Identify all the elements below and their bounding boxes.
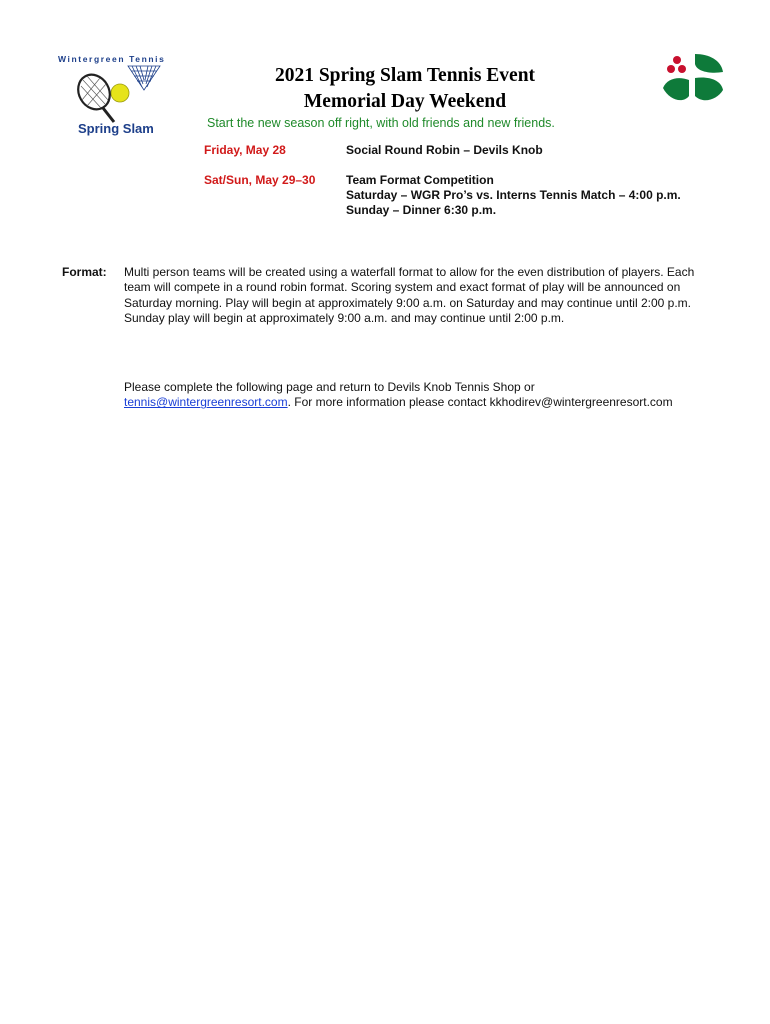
email-link[interactable]: tennis@wintergreenresort.com	[124, 395, 288, 410]
schedule-item-friday	[346, 143, 543, 158]
schedule-item-weekend	[346, 173, 681, 218]
holly-icon	[661, 52, 725, 106]
contact-line-2	[124, 395, 724, 410]
holly-leaf-logo	[661, 52, 725, 106]
format-label: Format:	[62, 265, 107, 279]
event-subtitle: Memorial Day Weekend	[303, 91, 507, 112]
schedule-line: Sunday – Dinner 6:30 p.m.	[346, 203, 497, 217]
wintergreen-tennis-logo	[52, 50, 174, 140]
schedule-line: Team Format Competition	[346, 173, 494, 187]
schedule-line: Saturday – WGR Pro’s vs. Interns Tennis Match – 4:00 p.m.	[346, 188, 681, 202]
contact-more-info: . For more information please contact kkhodirev@wintergreenresort.com	[287, 395, 673, 410]
logo-caption: Spring Slam	[78, 121, 154, 136]
schedule-date-friday: Friday, May 28	[204, 143, 286, 157]
contact-instructions	[124, 380, 724, 411]
event-title: 2021 Spring Slam Tennis Event	[274, 65, 536, 86]
format-description: Multi person teams will be created using a waterfall format to allow for the even distribution of players. Each team will compete in a round robin format. Scoring system and exact format of play will be announced on Saturday morning. Play will begin at approximately 9:00 a.m. on Saturday and may continue until 2:00 p.m. Sunday play will begin at approximately 9:00 a.m. and may continue until 2:00 p.m.	[124, 265, 695, 326]
brand-name: Wintergreen Tennis	[58, 54, 166, 64]
tagline: Start the new season off right, with old friends and new friends.	[207, 116, 555, 130]
schedule-line: Social Round Robin – Devils Knob	[346, 143, 543, 157]
schedule-date-weekend: Sat/Sun, May 29–30	[204, 173, 316, 187]
contact-text: Please complete the following page and return to Devils Knob Tennis Shop or	[124, 380, 535, 394]
